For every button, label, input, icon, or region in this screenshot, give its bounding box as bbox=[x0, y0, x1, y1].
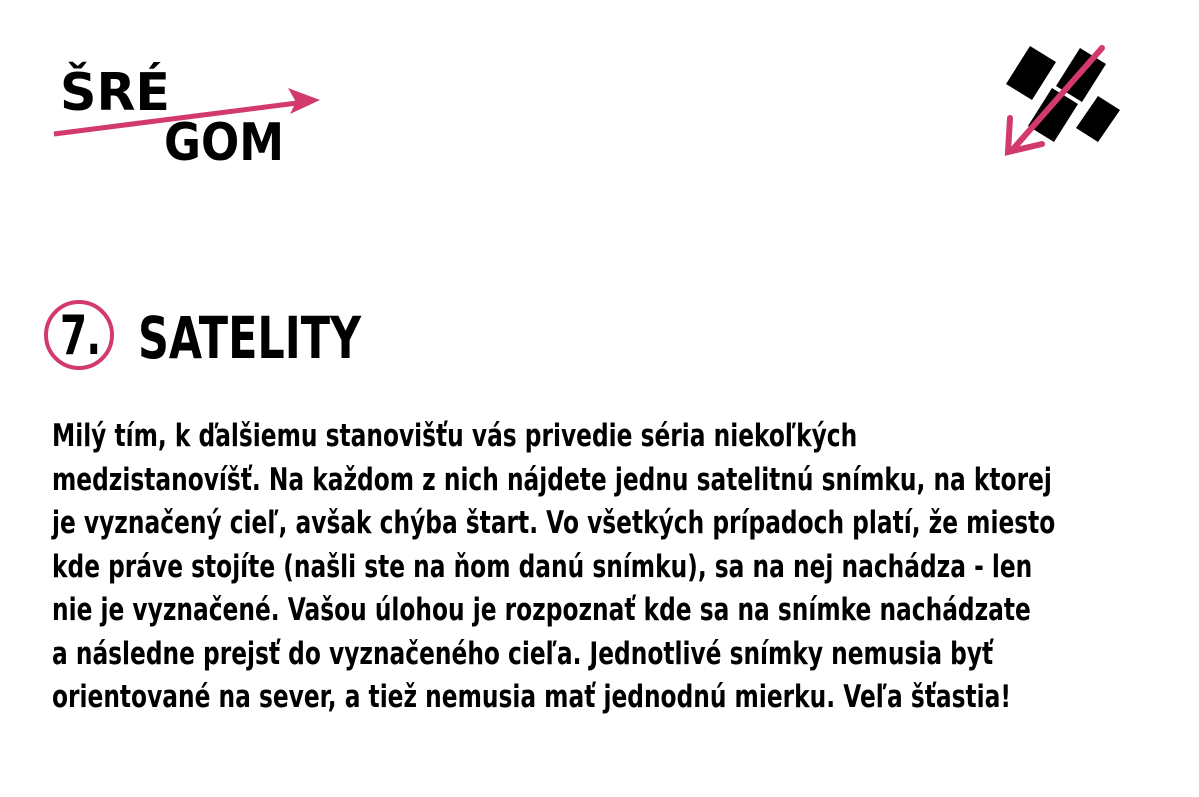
paragraph-line: Milý tím, k ďalšiemu stanovišťu vás privedie séria niekoľkých bbox=[52, 418, 858, 454]
paragraph-line: je vyznačený cieľ, avšak chýba štart. Vo všetkých prípadoch platí, že miesto bbox=[52, 505, 1056, 541]
logo-arrow-head bbox=[288, 88, 320, 114]
logo-letters-top: ŠRÉ bbox=[60, 63, 174, 123]
paragraph-line: medzistanovíšť. Na každom z nich nájdete jednu satelitnú snímku, na ktorej bbox=[52, 461, 1052, 498]
paragraph-line: nie je vyznačené. Vašou úlohou je rozpoznať kde sa na snímke nachádzate bbox=[52, 592, 1031, 628]
north-arrow-icon bbox=[998, 40, 1123, 160]
section-title: SATELITY bbox=[138, 304, 362, 372]
paragraph-line: a následne prejsť do vyznačeného cieľa. Jednotlivé snímky nemusia byť bbox=[52, 635, 994, 672]
paragraph-line: orientované na sever, a tiež nemusia mať jednodnú mierku. Veľa šťastia! bbox=[52, 679, 1011, 715]
instructions-paragraph bbox=[52, 415, 1120, 720]
north-arrow-graphic bbox=[998, 40, 1123, 160]
section-number: 7. bbox=[60, 304, 101, 367]
sregom-logo bbox=[50, 48, 330, 168]
sregom-logo-graphic bbox=[50, 48, 330, 168]
logo-letters-bottom: GOM bbox=[164, 113, 284, 168]
paragraph-line: kde práve stojíte (našli ste na ňom danú snímku), sa na nej nachádza - len bbox=[52, 548, 1033, 585]
